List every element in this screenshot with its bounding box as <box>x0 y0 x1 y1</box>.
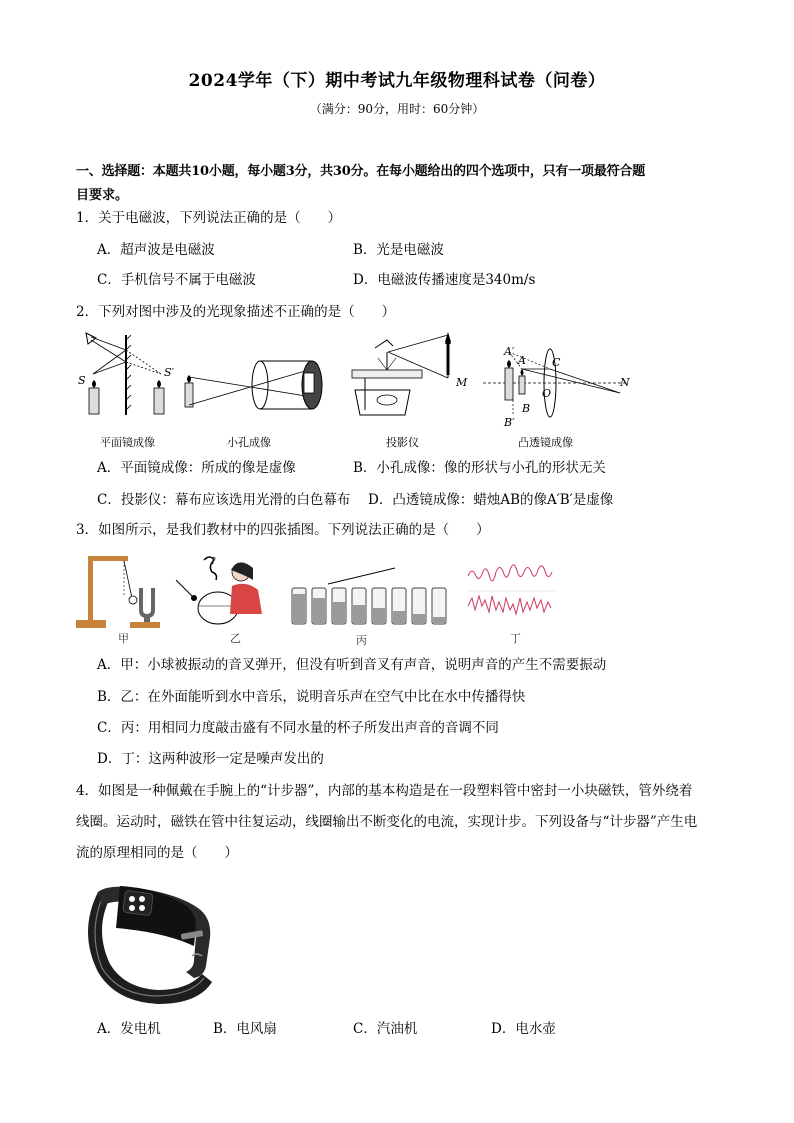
q3-option-c: C．丙：用相同力度敲击盛有不同水量的杯子所发出声音的音调不同 <box>97 720 499 736</box>
q1-option-c: C．手机信号不属于电磁波 <box>97 272 256 288</box>
label-s-prime: S′ <box>164 366 175 379</box>
caption-yi: 乙 <box>230 632 241 645</box>
q4-option-c: C．汽油机 <box>353 1021 418 1037</box>
label-s: S <box>78 374 86 387</box>
label-b: B <box>522 402 531 415</box>
q4-option-d: D．电水壶 <box>491 1021 556 1037</box>
label-a-prime: A′ <box>504 345 515 358</box>
glass-cup <box>392 588 406 624</box>
svg-text:♪: ♪ <box>210 556 217 567</box>
section-heading-line2: 目要求。 <box>76 188 129 203</box>
glass-cup <box>412 588 426 624</box>
label-b-prime: B′ <box>504 416 515 429</box>
glass-cup <box>312 588 326 624</box>
q2-option-c: C．投影仪：幕布应该选用光滑的白色幕布 <box>97 492 351 508</box>
caption-pinhole: 小孔成像 <box>227 436 271 449</box>
q2-option-d: D．凸透镜成像：蜡烛AB的像A′B′是虚像 <box>368 492 614 508</box>
caption-jia: 甲 <box>118 632 129 645</box>
q4-option-a: A．发电机 <box>97 1021 161 1037</box>
water-cups-figure <box>290 568 450 628</box>
caption-convex-lens: 凸透镜成像 <box>518 436 573 449</box>
section-heading <box>76 162 716 206</box>
underwater-music-figure <box>176 550 276 630</box>
plane-mirror-figure <box>76 330 186 430</box>
glass-cup <box>432 588 446 624</box>
q4-stem-line1: 4．如图是一种佩戴在手腕上的“计步器”，内部的基本构造是在一段塑料管中密封一小块磁铁，管外绕着 <box>76 783 693 799</box>
q2-option-b: B．小孔成像：像的形状与小孔的形状无关 <box>353 460 606 476</box>
glass-cup <box>372 588 386 624</box>
glass-cup <box>292 588 306 624</box>
pedometer-bracelet-image <box>80 872 215 1007</box>
q3-option-b: B．乙：在外面能听到水中音乐，说明音乐声在空气中比在水中传播得快 <box>97 689 526 705</box>
caption-plane-mirror: 平面镜成像 <box>100 436 155 449</box>
section-heading-line1: 一、选择题：本题共10小题，每小题3分，共30分。在每小题给出的四个选项中，只有一项最符合题 <box>76 164 646 179</box>
waveform-figure <box>466 556 561 631</box>
caption-projector: 投影仪 <box>386 436 419 449</box>
convex-lens-figure <box>455 338 635 433</box>
q1-stem: 1．关于电磁波，下列说法正确的是（ ） <box>76 210 342 226</box>
q4-stem-line2: 线圈。运动时，磁铁在管中往复运动，线圈输出不断变化的电流，实现计步。下列设备与“计步器”产生电 <box>76 814 698 830</box>
label-a: A <box>518 354 526 367</box>
tuning-fork-figure <box>76 548 186 633</box>
q2-option-a: A．平面镜成像：所成的像是虚像 <box>97 460 296 476</box>
glass-cup <box>332 588 346 624</box>
q1-option-b: B．光是电磁波 <box>353 242 444 258</box>
label-c: C <box>552 356 561 369</box>
pinhole-figure <box>180 355 330 415</box>
glass-cup <box>352 588 366 624</box>
label-n: N <box>620 376 630 389</box>
q2-stem: 2．下列对图中涉及的光现象描述不正确的是（ ） <box>76 304 396 320</box>
q3-option-a: A．甲：小球被振动的音叉弹开，但没有听到音叉有声音，说明声音的产生不需要振动 <box>97 657 607 673</box>
caption-bing: 丙 <box>356 634 367 647</box>
projector-figure <box>350 330 460 430</box>
page-subtitle: （满分：90分，用时：60分钟） <box>309 102 485 116</box>
label-m: M <box>456 376 468 389</box>
label-o: O <box>542 387 552 400</box>
q1-option-d: D．电磁波传播速度是340m/s <box>353 272 536 288</box>
q1-option-a: A．超声波是电磁波 <box>97 242 215 258</box>
caption-ding: 丁 <box>510 632 521 645</box>
q3-option-d: D．丁：这两种波形一定是噪声发出的 <box>97 751 324 767</box>
q4-stem-line3: 流的原理相同的是（ ） <box>76 845 238 861</box>
q4-option-b: B．电风扇 <box>213 1021 277 1037</box>
q3-stem: 3．如图所示，是我们教材中的四张插图。下列说法正确的是（ ） <box>76 522 490 538</box>
page-title: 2024学年（下）期中考试九年级物理科试卷（问卷） <box>188 71 606 91</box>
